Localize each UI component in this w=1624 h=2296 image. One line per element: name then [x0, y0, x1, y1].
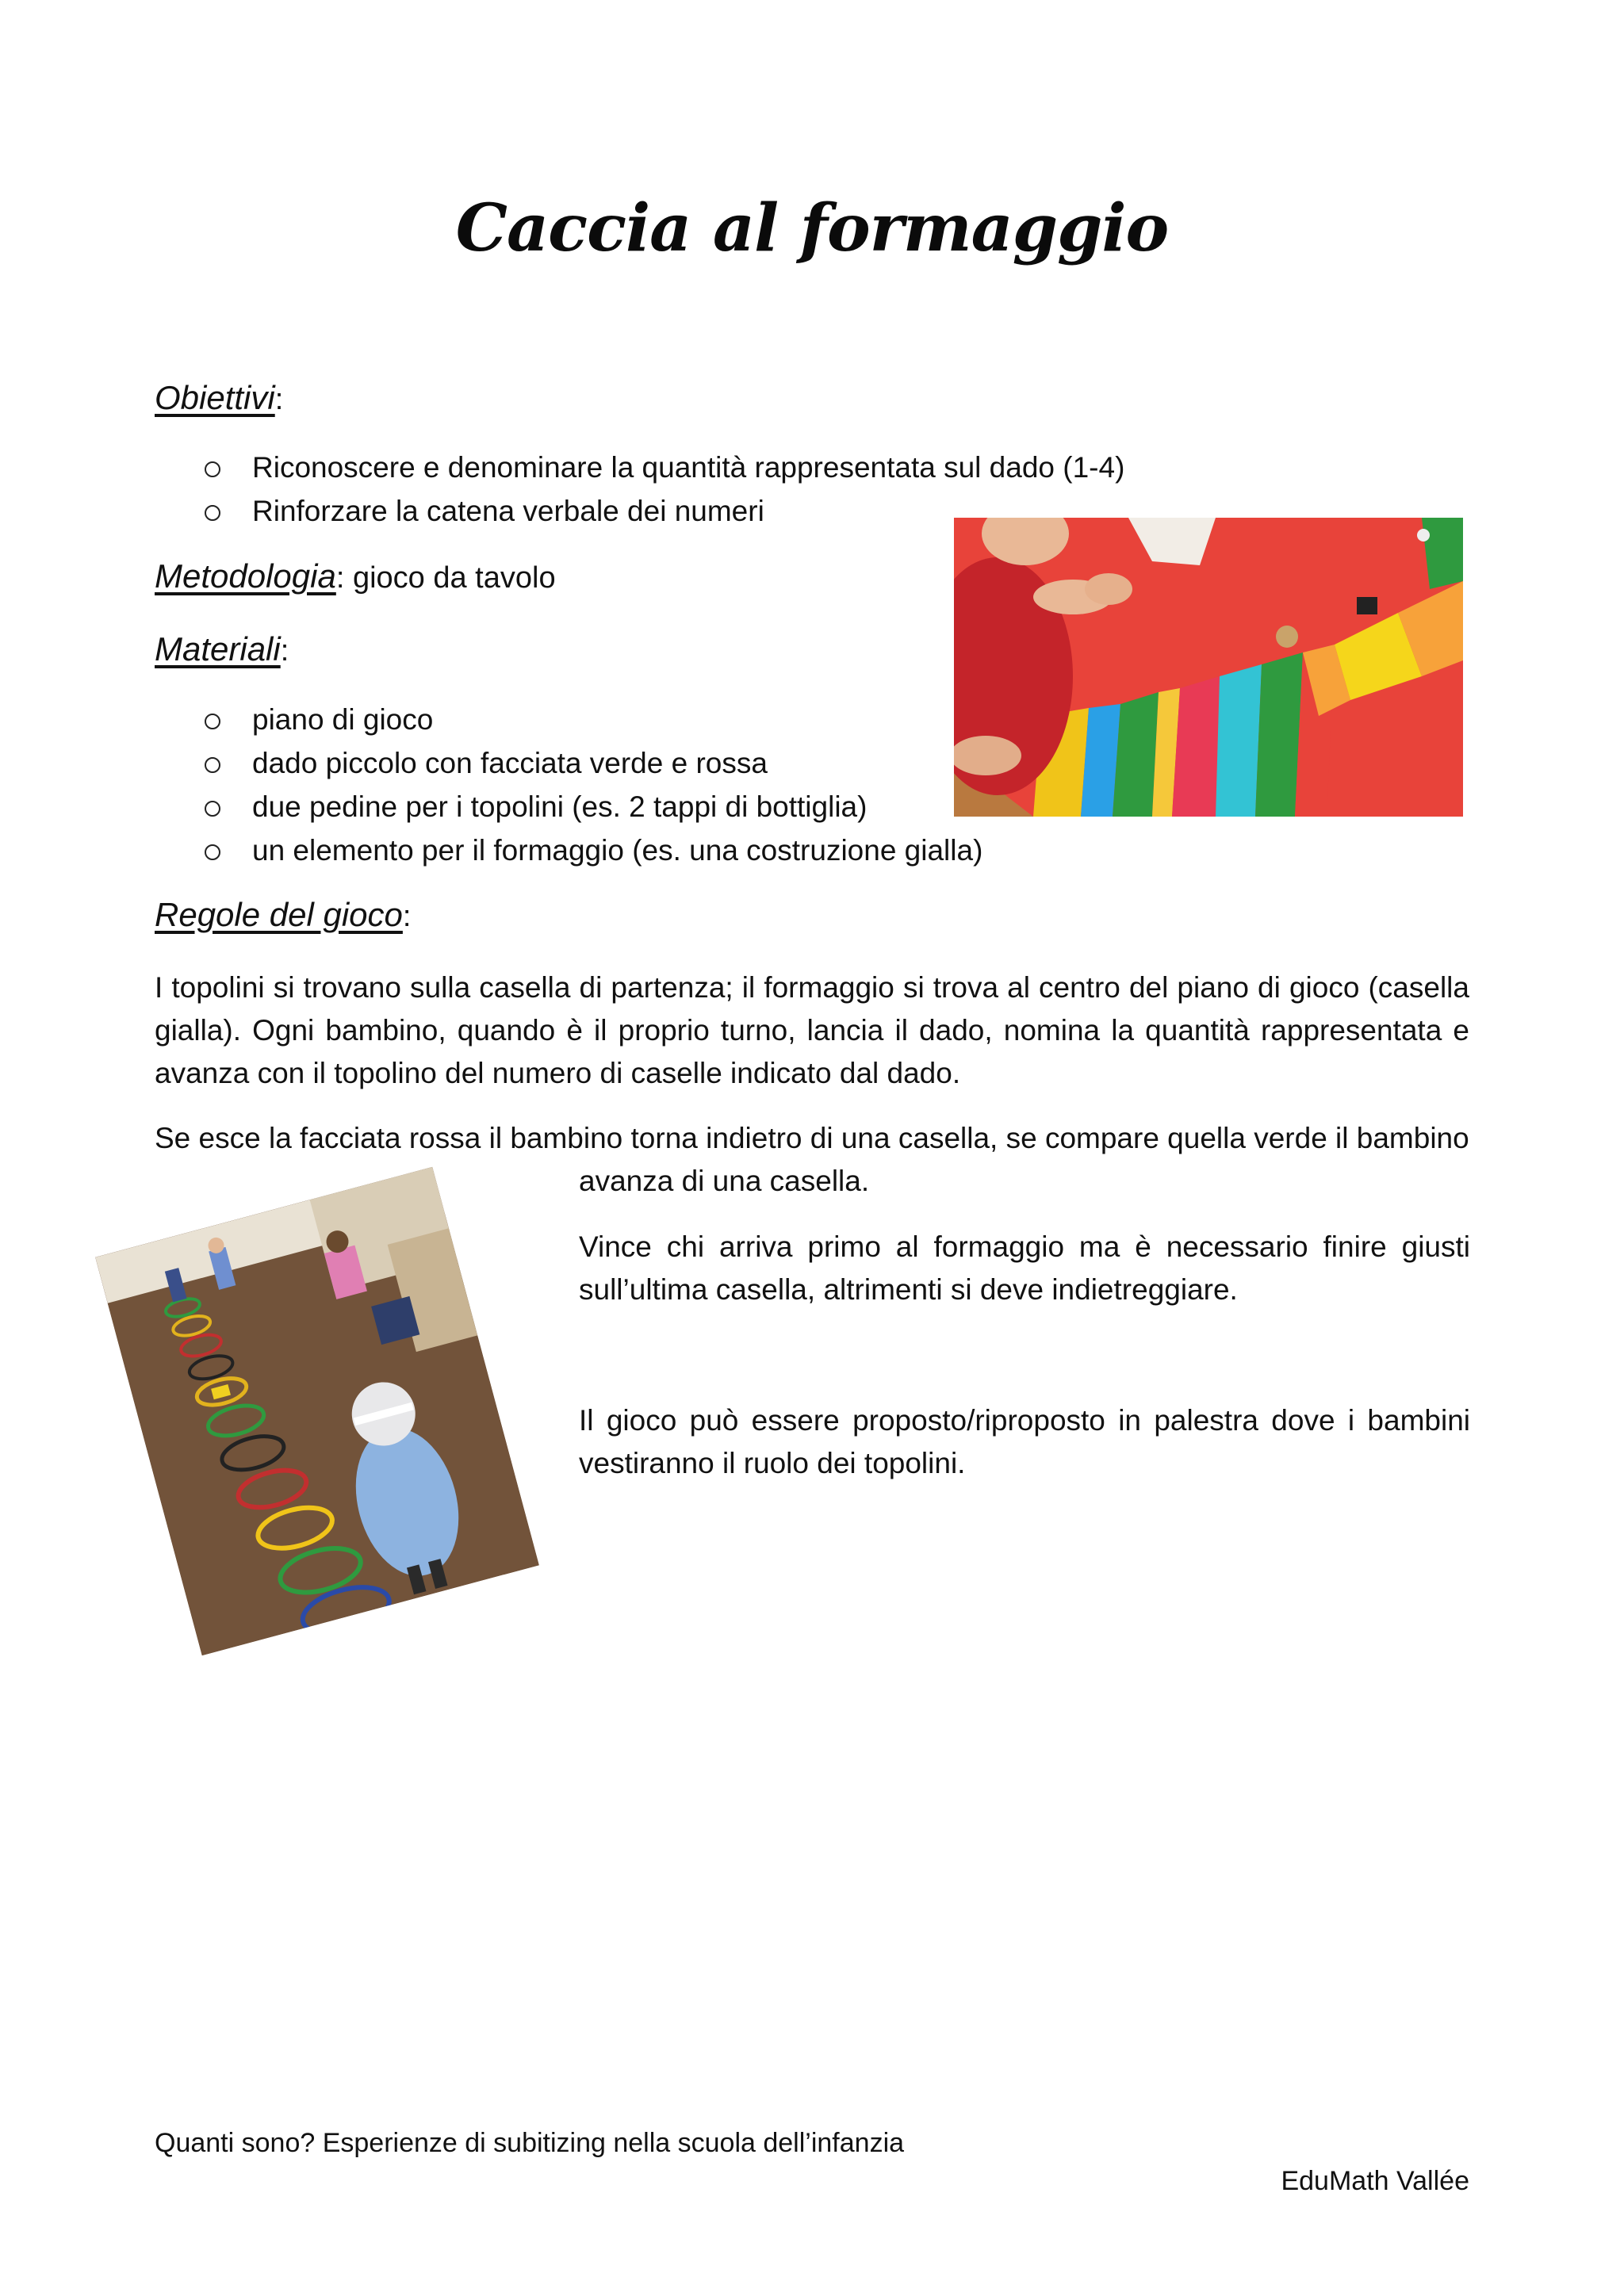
list-item: due pedine per i topolini (es. 2 tappi di bottiglia) — [205, 785, 982, 828]
regole-paragraph-4: Il gioco può essere proposto/riproposto in palestra dove i bambini vestiranno il ruolo dei topolini. — [579, 1404, 1470, 1479]
gym-photo — [95, 1167, 539, 1655]
obiettivi-label: Obiettivi — [155, 379, 275, 416]
footer-text: Quanti sono? Esperienze di subitizing nella scuola dell’infanzia — [155, 2128, 905, 2158]
regole-paragraph-2-line-2: avanza di una casella. — [579, 1165, 870, 1197]
regole-heading — [155, 896, 411, 934]
board-game-illustration — [954, 518, 1463, 817]
regole-paragraph-3: Vince chi arriva primo al formaggio ma è necessario finire giusti sull’ultima casella, altrimenti si deve indietreggiare. — [579, 1230, 1470, 1306]
regole-paragraph-2-line-1: Se esce la facciata rossa il bambino torna indietro di una casella, se compare quella verde il bambino — [155, 1122, 1469, 1154]
list-item: Riconoscere e denominare la quantità rappresentata sul dado (1-4) — [205, 446, 1124, 489]
materiali-list — [205, 698, 982, 872]
materiali-heading — [155, 630, 289, 668]
regole-paragraph-1: I topolini si trovano sulla casella di partenza; il formaggio si trova al centro del piano di gioco (casella gialla). Ogni bambino, quando è il proprio turno, lancia il dado, nomina la quantità rappresentata e avanza con il topolino del numero di caselle indicato dal dado. — [155, 971, 1469, 1089]
page-title: Caccia al formaggio — [455, 190, 1169, 266]
obiettivi-heading — [155, 379, 283, 417]
list-item: dado piccolo con facciata verde e rossa — [205, 741, 982, 785]
metodologia-heading — [155, 557, 556, 595]
footer-author: EduMath Vallée — [1281, 2166, 1469, 2196]
list-item: Rinforzare la catena verbale dei numeri — [205, 489, 1124, 533]
gym-illustration — [95, 1167, 539, 1655]
materiali-label: Materiali — [155, 630, 281, 668]
board-game-photo — [954, 518, 1463, 817]
metodologia-label: Metodologia — [155, 557, 336, 595]
regole-colon: : — [402, 900, 412, 933]
list-item: un elemento per il formaggio (es. una costruzione gialla) — [205, 828, 982, 872]
obiettivi-colon: : — [274, 383, 284, 416]
materiali-colon: : — [280, 634, 289, 668]
regole-label: Regole del gioco — [155, 896, 403, 933]
list-item: piano di gioco — [205, 698, 982, 741]
metodologia-value: : gioco da tavolo — [335, 561, 556, 595]
